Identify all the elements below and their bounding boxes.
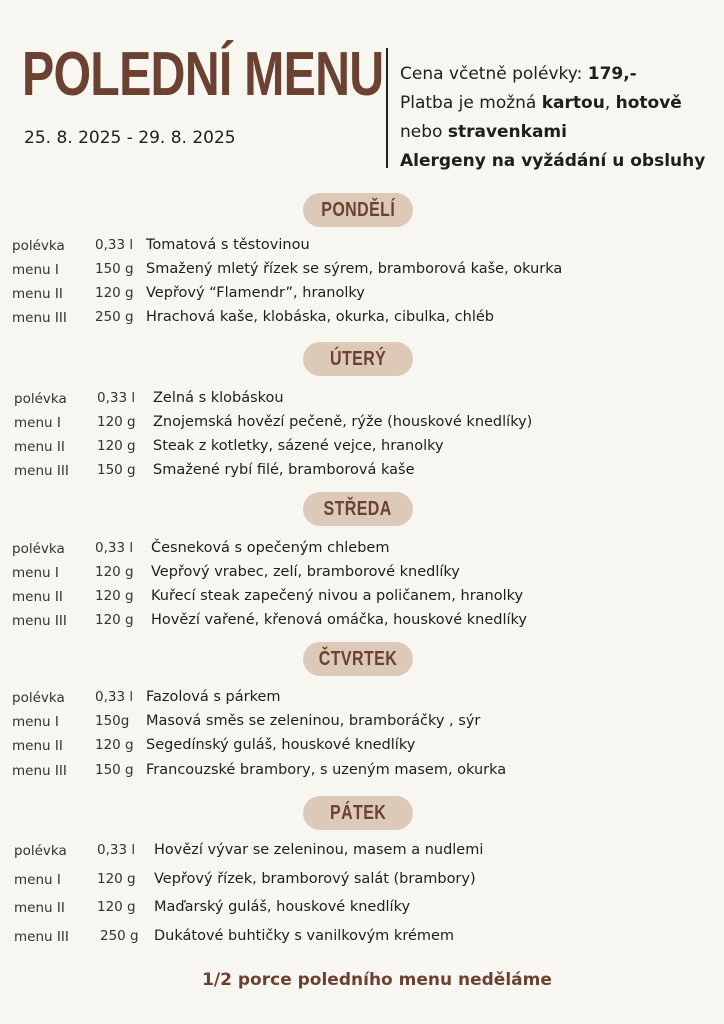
menu-item-quantity: 0,33 l bbox=[97, 842, 136, 858]
menu-title: POLEDNÍ MENU bbox=[22, 40, 384, 109]
menu-item-label: menu III bbox=[12, 613, 67, 629]
menu-item-label: polévka bbox=[12, 541, 65, 557]
menu-item-label: menu II bbox=[12, 738, 63, 754]
day-heading: ÚTERÝ bbox=[329, 347, 387, 370]
price-value: 179,- bbox=[587, 64, 637, 84]
menu-item-quantity: 120 g bbox=[97, 871, 136, 887]
day-heading-pill bbox=[303, 193, 413, 227]
menu-item-dish: Kuřecí steak zapečený nivou a poličanem, hranolky bbox=[151, 588, 524, 604]
payment-line: Platba je možná kartou, hotově bbox=[400, 93, 682, 113]
menu-row bbox=[12, 261, 720, 281]
menu-item-label: menu I bbox=[12, 565, 59, 581]
menu-item-quantity: 250 g bbox=[95, 309, 134, 325]
menu-item-label: menu II bbox=[14, 900, 65, 916]
menu-row bbox=[14, 390, 720, 410]
menu-item-quantity: 120 g bbox=[97, 438, 136, 454]
menu-item-label: polévka bbox=[14, 391, 67, 407]
menu-row bbox=[12, 237, 720, 257]
menu-item-quantity: 120 g bbox=[95, 285, 134, 301]
menu-item-quantity: 120 g bbox=[95, 737, 134, 753]
menu-item-dish: Smažené rybí filé, bramborová kaše bbox=[153, 462, 415, 478]
menu-item-dish: Vepřový řízek, bramborový salát (brambory) bbox=[154, 871, 476, 887]
menu-item-dish: Vepřový vrabec, zelí, bramborové knedlíky bbox=[151, 564, 460, 580]
menu-item-label: menu III bbox=[14, 463, 69, 479]
menu-row bbox=[12, 309, 720, 329]
day-heading-pill bbox=[303, 342, 413, 376]
menu-item-label: menu III bbox=[12, 310, 67, 326]
menu-row bbox=[14, 438, 720, 458]
menu-item-label: polévka bbox=[14, 843, 67, 859]
menu-row bbox=[12, 713, 720, 733]
menu-item-label: menu III bbox=[12, 763, 67, 779]
menu-row bbox=[14, 414, 720, 434]
menu-item-quantity: 250 g bbox=[100, 928, 139, 944]
menu-item-dish: Steak z kotletky, sázené vejce, hranolky bbox=[153, 438, 444, 454]
menu-date-range: 25. 8. 2025 - 29. 8. 2025 bbox=[24, 128, 236, 148]
menu-item-quantity: 120 g bbox=[95, 588, 134, 604]
menu-item-dish: Hovězí vývar se zeleninou, masem a nudlemi bbox=[154, 842, 484, 858]
menu-item-quantity: 0,33 l bbox=[95, 540, 134, 556]
menu-item-label: menu II bbox=[14, 439, 65, 455]
menu-item-quantity: 150 g bbox=[95, 762, 134, 778]
day-heading: STŘEDA bbox=[323, 497, 393, 520]
menu-item-label: menu II bbox=[12, 286, 63, 302]
menu-row bbox=[14, 842, 720, 862]
menu-row bbox=[12, 737, 720, 757]
day-heading-pill bbox=[303, 642, 413, 676]
menu-row bbox=[14, 899, 720, 919]
menu-item-dish: Tomatová s těstovinou bbox=[146, 237, 310, 253]
menu-item-dish: Segedínský guláš, houskové knedlíky bbox=[146, 737, 416, 753]
menu-item-quantity: 120 g bbox=[97, 414, 136, 430]
menu-item-dish: Francouzské brambory, s uzeným masem, okurka bbox=[146, 762, 507, 778]
menu-item-dish: Dukátové buhtičky s vanilkovým krémem bbox=[154, 928, 455, 944]
header-divider bbox=[386, 48, 388, 168]
menu-item-label: polévka bbox=[12, 238, 65, 254]
menu-item-quantity: 150g bbox=[95, 713, 130, 729]
menu-row bbox=[14, 871, 720, 891]
menu-item-label: menu II bbox=[12, 589, 63, 605]
menu-item-label: menu III bbox=[14, 929, 69, 945]
menu-row bbox=[12, 564, 720, 584]
footer-note: 1/2 porce poledního menu neděláme bbox=[202, 970, 552, 990]
day-heading: ČTVRTEK bbox=[318, 647, 398, 670]
menu-item-quantity: 0,33 l bbox=[97, 390, 136, 406]
allergens-note: Alergeny na vyžádání u obsluhy bbox=[400, 151, 706, 171]
menu-item-dish: Masová směs se zeleninou, bramboráčky , sýr bbox=[146, 713, 481, 729]
menu-item-label: polévka bbox=[12, 690, 65, 706]
menu-item-dish: Znojemská hovězí pečeně, rýže (houskové knedlíky) bbox=[153, 414, 533, 430]
menu-item-label: menu I bbox=[12, 262, 59, 278]
menu-row bbox=[14, 462, 720, 482]
menu-item-dish: Hovězí vařené, křenová omáčka, houskové knedlíky bbox=[151, 612, 527, 628]
day-heading-pill bbox=[303, 492, 413, 526]
menu-item-quantity: 120 g bbox=[95, 612, 134, 628]
menu-item-quantity: 0,33 l bbox=[95, 689, 134, 705]
menu-item-dish: Fazolová s párkem bbox=[146, 689, 281, 705]
day-heading: PONDĚLÍ bbox=[321, 198, 395, 221]
menu-item-dish: Vepřový “Flamendr”, hranolky bbox=[146, 285, 365, 301]
menu-item-quantity: 150 g bbox=[95, 261, 134, 277]
menu-row bbox=[12, 540, 720, 560]
menu-item-label: menu I bbox=[12, 714, 59, 730]
day-heading-pill bbox=[303, 796, 413, 830]
menu-item-quantity: 150 g bbox=[97, 462, 136, 478]
menu-row bbox=[12, 689, 720, 709]
menu-item-label: menu I bbox=[14, 415, 61, 431]
price-line: Cena včetně polévky: 179,- bbox=[400, 64, 637, 84]
menu-item-dish: Maďarský guláš, houskové knedlíky bbox=[154, 899, 411, 915]
day-heading: PÁTEK bbox=[329, 801, 387, 824]
menu-row bbox=[12, 285, 720, 305]
menu-row bbox=[12, 588, 720, 608]
menu-item-label: menu I bbox=[14, 872, 61, 888]
payment-line-2: nebo stravenkami bbox=[400, 122, 567, 142]
menu-row bbox=[12, 612, 720, 632]
menu-item-quantity: 120 g bbox=[97, 899, 136, 915]
menu-info bbox=[400, 60, 705, 176]
menu-item-dish: Zelná s klobáskou bbox=[153, 390, 284, 406]
menu-row bbox=[14, 928, 720, 948]
menu-item-dish: Hrachová kaše, klobáska, okurka, cibulka, chléb bbox=[146, 309, 494, 325]
menu-item-quantity: 0,33 l bbox=[95, 237, 134, 253]
menu-item-dish: Smažený mletý řízek se sýrem, bramborová kaše, okurka bbox=[146, 261, 563, 277]
menu-item-quantity: 120 g bbox=[95, 564, 134, 580]
menu-row bbox=[12, 762, 720, 782]
menu-item-dish: Česneková s opečeným chlebem bbox=[151, 540, 390, 556]
